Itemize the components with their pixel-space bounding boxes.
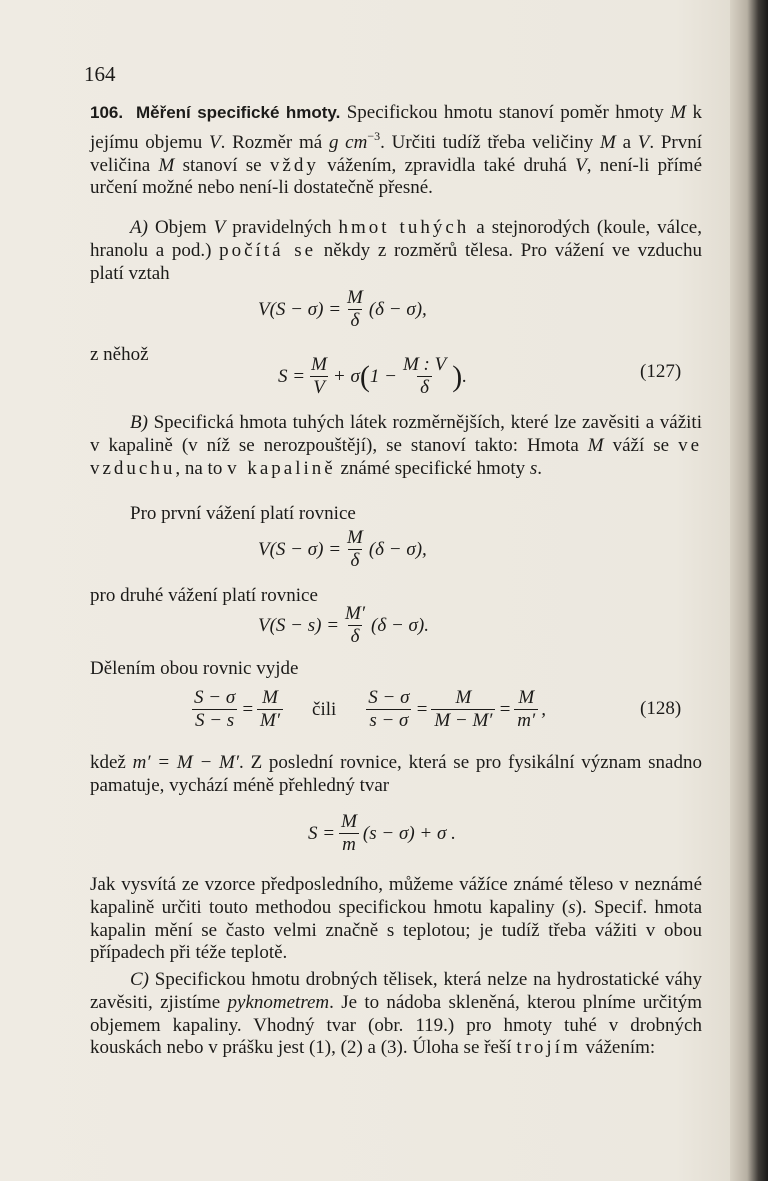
paren-open: (: [359, 359, 370, 393]
text-line: Dělením obou rovnic vyjde: [90, 658, 299, 679]
eq-lhs: V(S − s) =: [258, 614, 340, 636]
text-run: vážením, zpravidla také druhá: [318, 154, 576, 176]
text-run: . Určiti tudíž třeba veličiny: [380, 131, 601, 153]
text-run: váží se: [603, 434, 679, 456]
text-run: . Z poslední rovnice, která se pro fysikální význam snadno pamatuje, vychází méně přehledný tvar: [90, 752, 702, 796]
inline-math: m′ = M − M′: [132, 752, 240, 773]
paren-close: ): [452, 359, 463, 393]
spaced-text: v kapalině: [227, 457, 336, 479]
fraction: [365, 688, 412, 731]
fraction-numerator: S − σ: [194, 687, 236, 708]
math-symbol: s: [529, 457, 538, 479]
eq-lhs: S =: [308, 822, 336, 844]
fraction-denominator: m′: [514, 709, 538, 731]
text-run: . Rozměr má: [220, 131, 329, 153]
paragraph-a: [90, 217, 702, 285]
text-run: stanoví se: [174, 154, 270, 176]
text-run: ). Specif. hmota kapalin mění se často velmi značně s teplotou; je tudíž třeba vážiti v obou případech při téže teplotě.: [90, 896, 703, 964]
text-run: , na to: [175, 457, 228, 479]
eq-term: 1 −: [369, 365, 397, 387]
fraction: [257, 688, 283, 731]
text-run: někdy z rozměrů tělesa. Pro vážení ve vzduchu platí vztah: [90, 239, 702, 284]
fraction: [338, 812, 360, 855]
equation-weighing-air: [258, 288, 427, 331]
page-edge-shadow: [730, 0, 768, 1181]
text-run: známé specifické hmoty: [335, 457, 530, 479]
fraction-numerator: S − σ: [368, 687, 410, 708]
paragraph-after-128: [90, 752, 702, 798]
text-run: . První veličina: [90, 131, 703, 176]
fraction-numerator: M: [341, 811, 357, 832]
fraction: [308, 355, 330, 398]
emphasis-term: pyknometrem: [227, 991, 330, 1013]
section-number: 106.: [90, 103, 124, 122]
text-run: Jak vysvítá ze vzorce předposledního, můžeme vážíce známé těleso v neznámé kapalině určiti touto methodou specifickou hmotu kapaliny (: [90, 874, 702, 918]
text-run: kdež: [90, 752, 133, 773]
math-symbol: V: [575, 154, 587, 176]
fraction-denominator: δ: [348, 549, 363, 571]
paragraph-label: A): [130, 217, 148, 238]
eq-lhs: S =: [278, 365, 306, 387]
equation-second-weighing: [258, 604, 429, 647]
spaced-text: ve vzduchu: [90, 434, 702, 479]
math-symbol: M: [670, 102, 687, 123]
math-symbol: V: [209, 131, 221, 153]
fraction-denominator: δ: [348, 625, 363, 647]
eq-term: .: [462, 365, 467, 387]
eq-rhs: (δ − σ),: [368, 538, 427, 560]
math-symbol: V: [637, 131, 650, 153]
fraction: [344, 288, 366, 331]
text-run: Specifickou hmotu drobných tělisek, která nelze na hydrostatické váhy zavěsiti, zjistíme: [90, 969, 702, 1013]
section-106-intro: [90, 102, 702, 200]
text-run: .: [537, 457, 543, 479]
fraction: [400, 355, 449, 398]
fraction: [514, 688, 538, 731]
fraction-numerator: M: [311, 354, 327, 375]
fraction-denominator: δ: [348, 309, 363, 331]
equation-first-weighing: [258, 528, 427, 571]
fraction-denominator: M − M′: [431, 709, 495, 731]
equation-128: [188, 688, 546, 731]
unit: g cm: [328, 131, 368, 153]
eq-rhs: (s − σ) + σ .: [362, 822, 456, 844]
fraction-denominator: s − σ: [366, 709, 411, 731]
fraction-denominator: S − s: [192, 709, 237, 731]
eq-operator: =: [498, 698, 512, 720]
fraction-denominator: V: [310, 376, 328, 398]
spaced-text: hmot tuhých: [338, 217, 470, 238]
math-symbol: M: [587, 434, 604, 456]
equation-number: (127): [640, 361, 682, 382]
fraction: [344, 528, 366, 571]
section-heading: Měření specifické hmoty.: [135, 103, 341, 122]
text-line: Pro první vážení platí rovnice: [130, 503, 356, 524]
text-line: pro druhé vážení platí rovnice: [90, 585, 318, 606]
eq-rhs: (δ − σ),: [368, 298, 427, 320]
spaced-text: vždy: [269, 154, 319, 176]
paragraph-c: [90, 969, 702, 1060]
eq-term: ,: [541, 698, 546, 720]
fraction-numerator: M : V: [402, 354, 447, 375]
paragraph-liquid-density: [90, 874, 702, 965]
fraction-denominator: δ: [417, 376, 432, 398]
text-run: , není-li přímé určení možné nebo není-li dostatečně přesné.: [90, 154, 702, 199]
math-symbol: V: [213, 217, 226, 238]
fraction-numerator: M: [262, 687, 278, 708]
equation-127: [278, 355, 467, 398]
text-run: a: [615, 131, 638, 153]
text-run: . Je to nádoba skleněná, kterou plníme určitým objemem kapaliny. Vhodný tvar (obr. 119.) pro hmoty tuhé v drobných kouskách nebo v prášku jest (1), (2) a (3). Úloha se řeší: [90, 991, 703, 1059]
paragraph-b: [90, 412, 702, 480]
text-run: a stejnorodých (koule, válce, hranolu a pod.): [90, 217, 702, 261]
text-run: Specifickou hmotu stanoví poměr hmoty: [340, 102, 671, 123]
fraction-numerator: M′: [345, 603, 366, 624]
text-run: k jejímu objemu: [90, 102, 703, 153]
page-number: 164: [84, 62, 116, 86]
math-symbol: M: [158, 154, 175, 176]
fraction-numerator: M: [518, 687, 535, 708]
fraction-denominator: M′: [257, 709, 283, 731]
eq-operator: =: [241, 698, 255, 720]
eq-term: + σ: [332, 365, 360, 387]
fraction-denominator: m: [339, 833, 359, 855]
fraction: [342, 604, 368, 647]
equation-rearranged: [308, 812, 456, 855]
fraction-numerator: M: [455, 687, 472, 708]
eq-lhs: V(S − σ) =: [258, 538, 342, 560]
paragraph-label: C): [130, 969, 149, 990]
fraction: [191, 688, 238, 731]
eq-rhs: (δ − σ).: [371, 614, 429, 636]
text-run: Specifická hmota tuhých látek rozměrnějších, které lze zavěsiti a vážiti v kapalině (v níž se nerozpouštějí), se stanoví takto: Hmota: [90, 412, 702, 456]
text-run: Objem: [147, 217, 214, 238]
fraction: [431, 688, 495, 731]
eq-lhs: V(S − σ) =: [258, 298, 342, 320]
fraction-numerator: M: [347, 527, 363, 548]
paragraph-label: B): [130, 412, 148, 433]
eq-connector: čili: [312, 698, 337, 720]
text-run: pravidelných: [225, 217, 339, 238]
spaced-text: trojím: [516, 1037, 581, 1059]
connector-text: z něhož: [90, 344, 149, 365]
unit-exponent: −3: [367, 128, 381, 143]
fraction-numerator: M: [347, 287, 363, 308]
equation-number: (128): [640, 698, 682, 719]
eq-operator: =: [415, 698, 429, 720]
spaced-text: počítá se: [219, 239, 317, 261]
text-run: vážením:: [580, 1037, 656, 1059]
math-symbol: s: [568, 896, 576, 918]
math-symbol: M: [600, 131, 616, 153]
